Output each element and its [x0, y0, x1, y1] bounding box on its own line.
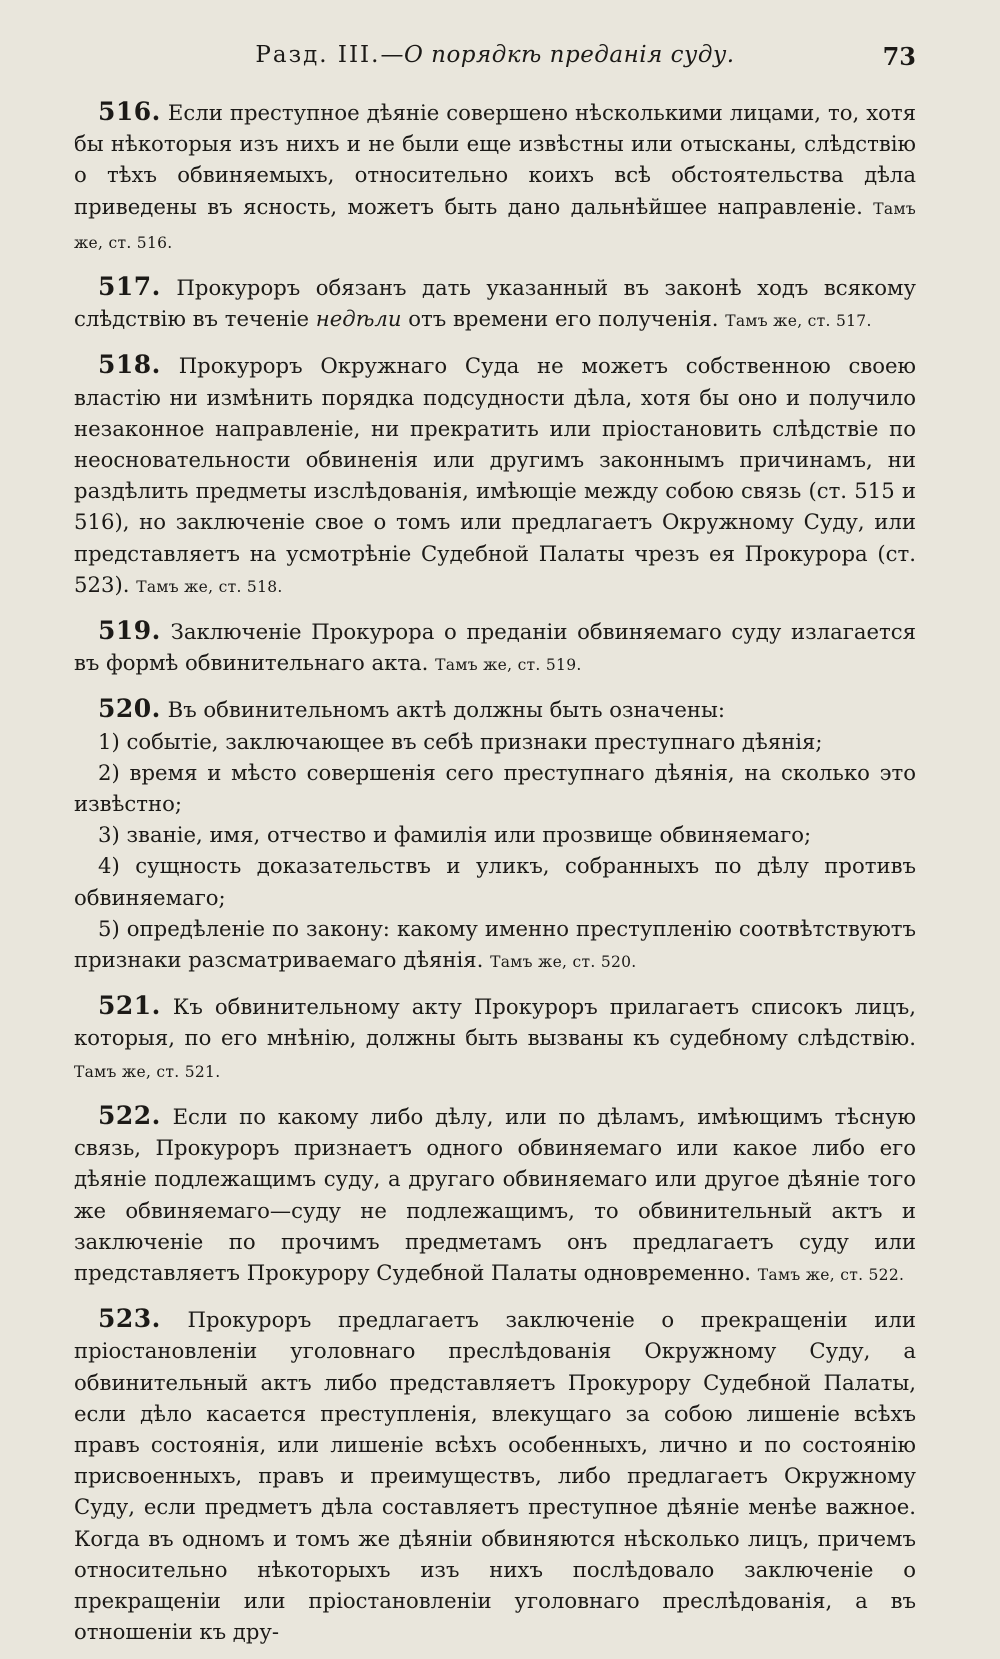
article-number: 518.: [98, 350, 161, 380]
title-dash: —: [380, 42, 404, 68]
article-number: 522.: [98, 1100, 161, 1130]
article-text: Прокуроръ Окружнаго Суда не можетъ собственною своею властію ни измѣнить порядка подсудности дѣла, хотя бы оно и получило незаконное направленіе, ни прекратить или пріостановить слѣдствіе по неосновательности обвиненія или другимъ законнымъ причинамъ, ни раздѣлить предметы изслѣдованія, имѣющіе между собою связь (ст. 515 и 516), но заключеніе свое о томъ или предлагаетъ Окружному Суду, или представляетъ на усмотрѣніе Судебной Палаты чрезъ ея Прокурора (ст. 523).: [74, 353, 916, 597]
article-text: Заключеніе Прокурора о преданіи обвиняемаго суду излагается въ формѣ обвинительнаго акта.: [74, 619, 916, 676]
source-reference: Тамъ же, ст. 518.: [136, 577, 283, 596]
article-text: Если преступное дѣяніе совершено нѣсколькими лицами, то, хотя бы нѣкоторыя изъ нихъ и не были еще извѣстны или отысканы, слѣдствію о тѣхъ обвиняемыхъ, относительно коихъ всѣ обстоятельства дѣла приведены въ ясность, можетъ быть дано дальнѣйшее направленіе.: [74, 100, 916, 219]
article-text-emphasis: недѣли: [315, 306, 402, 332]
article-number: 520.: [98, 694, 161, 724]
article-520-intro: [74, 693, 916, 725]
article-516: [74, 96, 916, 259]
article-text: Прокуроръ обязанъ дать указанный въ законѣ ходъ всякому слѣдствію въ теченіе: [74, 275, 916, 332]
section-title: О порядкѣ преданія суду.: [403, 42, 735, 68]
article-text: Прокуроръ предлагаетъ заключеніе о прекращеніи или пріостановленіи уголовнаго преслѣдованія Окружному Суду, а обвинительный актъ либо представляетъ Прокурору Судебной Палаты, если дѣло касается преступленія, влекущаго за собою лишеніе всѣхъ правъ состоянія, или лишеніе всѣхъ особенныхъ, лично и по состоянію присвоенныхъ, правъ и преимуществъ, либо предлагаетъ Окружному Суду, если предметъ дѣла составляетъ преступное дѣяніе менѣе важное. Когда въ одномъ и томъ же дѣяніи обвиняются нѣсколько лицъ, причемъ относительно нѣкоторыхъ изъ нихъ послѣдовало заключеніе о прекращеніи или пріостановленіи уголовнаго преслѣдованія, а въ отношеніи къ дру-: [74, 1307, 916, 1645]
article-text: Къ обвинительному акту Прокуроръ прилагаетъ списокъ лицъ, которыя, по его мнѣнію, должны быть вызваны къ судебному слѣдствію.: [74, 994, 916, 1051]
article-number: 523.: [98, 1304, 161, 1334]
list-item: 1) событіе, заключающее въ себѣ признаки преступнаго дѣянія;: [98, 728, 823, 754]
running-title: [74, 42, 916, 68]
source-reference: Тамъ же, ст. 519.: [435, 656, 582, 675]
article-number: 516.: [98, 97, 161, 126]
article-number: 517.: [98, 272, 161, 302]
article-text-continued: отъ времени его полученія.: [408, 306, 719, 332]
section-label: Разд. III.: [255, 42, 381, 68]
source-reference: Тамъ же, ст. 522.: [757, 1265, 905, 1284]
list-item-text: 5) опредѣленіе по закону: какому именно преступленію соотвѣтствуютъ признаки разсматриваемаго дѣянія.: [74, 915, 916, 973]
article-519: [74, 615, 916, 681]
article-number: 519.: [98, 616, 161, 646]
source-reference: Тамъ же, ст. 521.: [74, 1062, 221, 1081]
source-reference: Тамъ же, ст. 517.: [725, 312, 872, 331]
article-number: 521.: [98, 991, 161, 1021]
list-item: 4) сущность доказательствъ и уликъ, собранныхъ по дѣлу противъ обвиняемаго;: [74, 853, 916, 910]
article-521: [74, 990, 916, 1088]
article-517: [74, 271, 916, 337]
list-item: 3) званіе, имя, отчество и фамилія или прозвище обвиняемаго;: [98, 822, 812, 848]
running-head: [74, 42, 916, 82]
article-522: [74, 1100, 916, 1291]
page-body: [74, 96, 916, 1659]
article-text: Если по какому либо дѣлу, или по дѣламъ, имѣющимъ тѣсную связь, Прокуроръ признаетъ одного обвиняемаго или какое либо его дѣяніе подлежащимъ суду, а другаго обвиняемаго или другое дѣяніе того же обвиняемаго—суду не подлежащимъ, то обвинительный актъ и заключеніе по прочимъ предметамъ онъ предлагаетъ суду или представляетъ Прокурору Судебной Палаты одновременно.: [74, 1103, 916, 1285]
source-reference: Тамъ же, ст. 520.: [490, 953, 637, 972]
list-item-last: [74, 913, 916, 978]
article-518: [74, 349, 916, 603]
list-item: 2) время и мѣсто совершенія сего преступнаго дѣянія, на сколько это извѣстно;: [74, 759, 916, 817]
article-523: [74, 1303, 916, 1647]
article-text: Въ обвинительномъ актѣ должны быть означены:: [167, 697, 725, 723]
source-reference: Тамъ же, ст. 516.: [74, 199, 916, 252]
article-520: [74, 693, 916, 978]
page-number: 73: [882, 42, 916, 71]
